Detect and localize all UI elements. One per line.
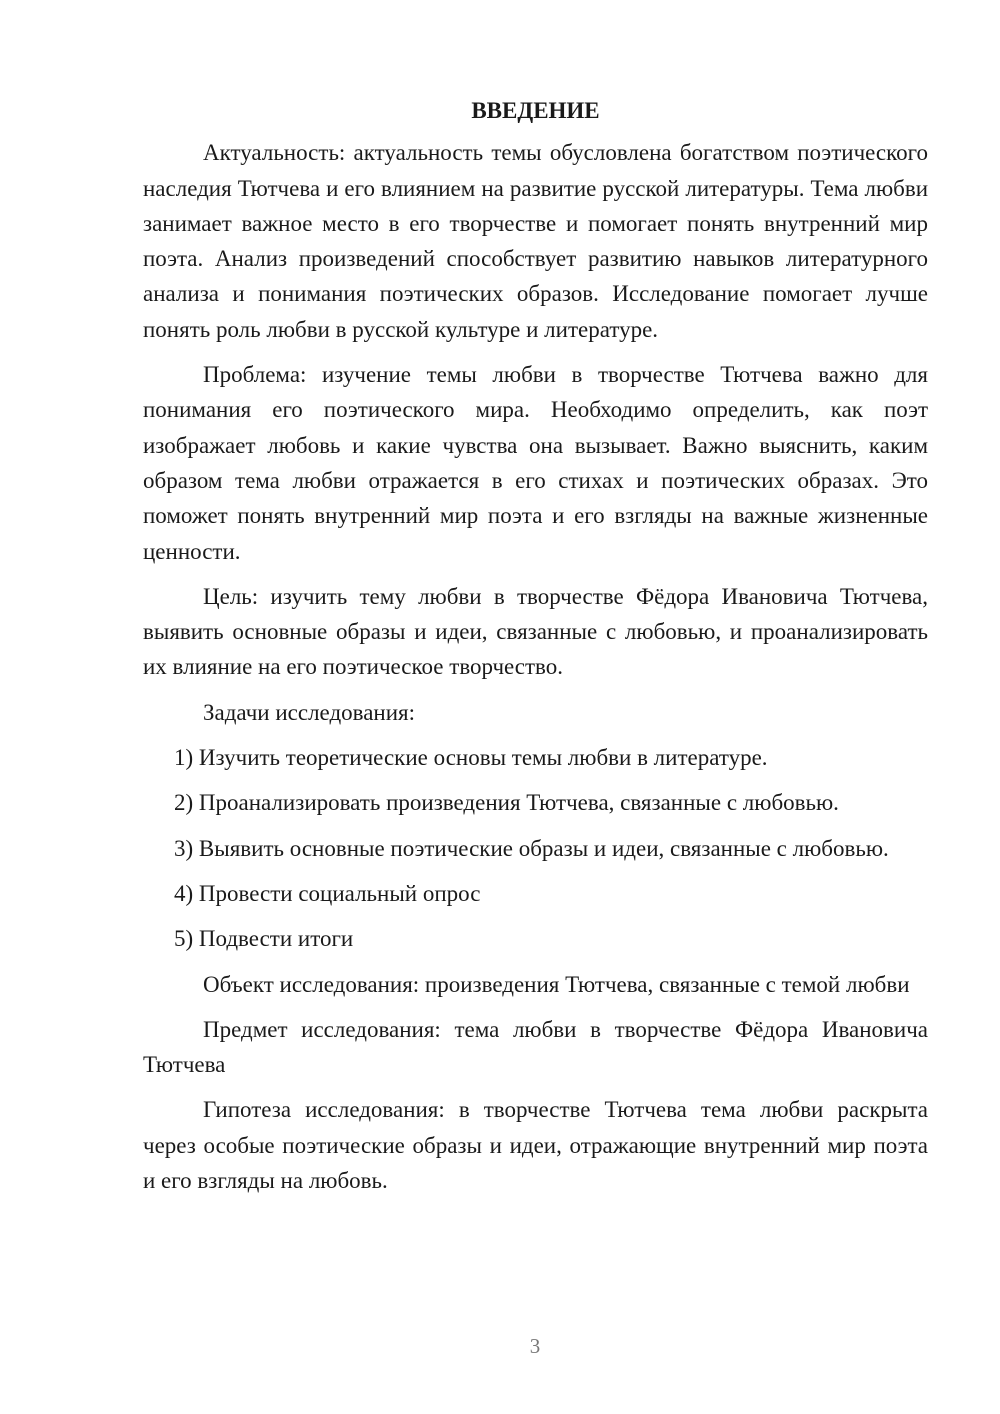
page-number: 3 — [529, 1334, 541, 1358]
page-content — [143, 93, 928, 1208]
paragraph-relevance: Актуальность: актуальность темы обусловлена богатством поэтического наследия Тютчева и его влиянием на развитие русской литературы. Тема любви занимает важное место в его творчестве и помогает понять внутренний мир поэта. Анализ произведений способствует развитию навыков литературного анализа и понимания поэтических образов. Исследование помогает лучше понять роль любви в русской культуре и литературе. — [143, 140, 928, 342]
paragraph-problem: Проблема: изучение темы любви в творчестве Тютчева важно для понимания его поэтического мира. Необходимо определить, как поэт изображает любовь и какие чувства она вызывает. Важно выяснить, каким образом тема любви отражается в его стихах и поэтических образах. Это поможет понять внутренний мир поэта и его взгляды на важные жизненные ценности. — [143, 362, 928, 564]
task-item-3: 3) Выявить основные поэтические образы и идеи, связанные с любовью. — [174, 835, 889, 861]
section-title: ВВЕДЕНИЕ — [471, 98, 600, 123]
tasks-heading: Задачи исследования: — [203, 699, 416, 725]
paragraph-object: Объект исследования: произведения Тютчева, связанные с темой любви — [203, 971, 910, 997]
paragraph-hypothesis: Гипотеза исследования: в творчестве Тютчева тема любви раскрыта через особые поэтические образы и идеи, отражающие внутренний мир поэта и его взгляды на любовь. — [143, 1097, 928, 1194]
task-item-2: 2) Проанализировать произведения Тютчева, связанные с любовью. — [174, 790, 839, 816]
task-item-1: 1) Изучить теоретические основы темы любви в литературе. — [174, 745, 768, 771]
paragraph-goal: Цель: изучить тему любви в творчестве Фёдора Ивановича Тютчева, выявить основные образы и идеи, связанные с любовью, и проанализировать их влияние на его поэтическое творчество. — [143, 583, 928, 680]
paragraph-subject: Предмет исследования: тема любви в творчестве Фёдора Ивановича Тютчева — [143, 1016, 928, 1078]
task-item-4: 4) Провести социальный опрос — [174, 880, 481, 906]
task-item-5: 5) Подвести итоги — [174, 926, 354, 952]
